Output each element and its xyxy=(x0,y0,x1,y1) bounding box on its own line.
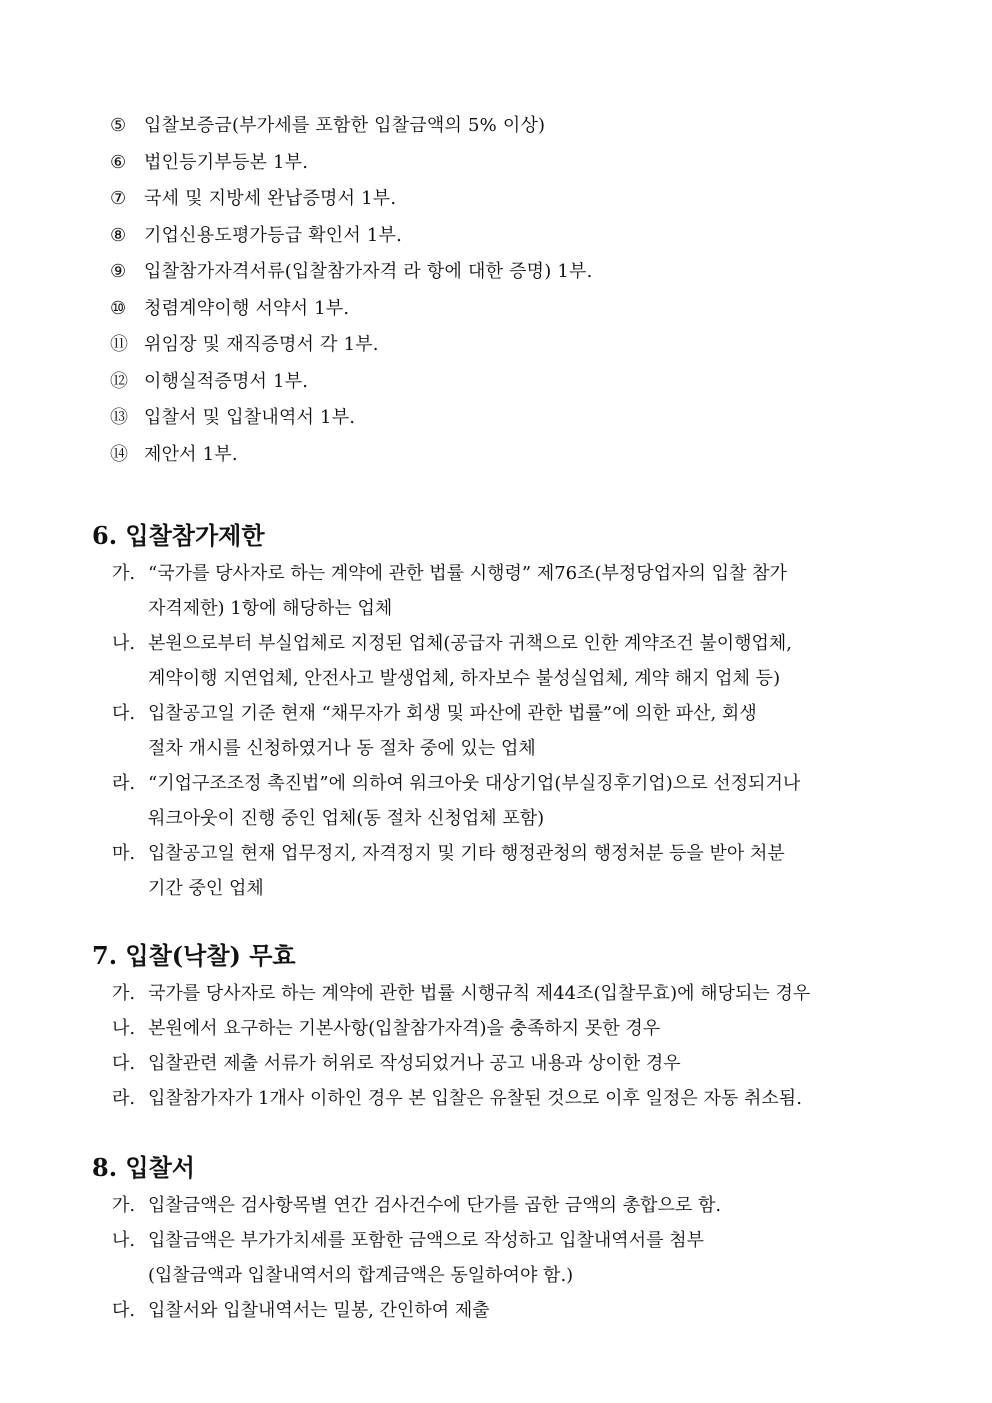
item-marker: ⑦ xyxy=(110,188,127,209)
list-item xyxy=(110,145,593,182)
item-text: 국가를 당사자로 하는 계약에 관한 법률 시행규칙 제44조(입찰무효)에 해당되는 경우 xyxy=(148,983,811,1004)
item-marker: ⑭ xyxy=(110,443,129,465)
item-marker: 가. xyxy=(112,1195,136,1216)
list-item xyxy=(92,696,922,766)
item-marker: ⑧ xyxy=(110,224,127,246)
item-marker: 라. xyxy=(112,1088,136,1109)
item-text-continued: 절차 개시를 신청하였거나 동 절차 중에 있는 업체 xyxy=(148,738,536,759)
item-marker: 라. xyxy=(112,773,136,794)
list-item xyxy=(92,1046,922,1081)
item-marker: 가. xyxy=(112,563,136,584)
section-bid-participation-restriction xyxy=(92,516,922,906)
list-item xyxy=(92,976,922,1011)
item-text-continued: 자격제한) 1항에 해당하는 업체 xyxy=(148,598,393,619)
item-text: “국가를 당사자로 하는 계약에 관한 법률 시행령” 제76조(부정당업자의 입찰 참가 xyxy=(148,563,787,584)
item-marker: 나. xyxy=(112,1018,136,1039)
list-item xyxy=(110,364,593,401)
list-item xyxy=(92,1188,922,1223)
item-marker: ⑩ xyxy=(110,297,127,319)
item-text: “기업구조조정 촉진법”에 의하여 워크아웃 대상기업(부실징후기업)으로 선정되거나 xyxy=(148,773,801,794)
list-item xyxy=(110,181,593,218)
item-text: 제안서 1부. xyxy=(144,443,238,465)
item-marker: 나. xyxy=(112,1230,136,1251)
item-marker: ⑤ xyxy=(110,115,127,136)
item-marker: 다. xyxy=(112,703,136,724)
item-text: 입찰금액은 검사항목별 연간 검사건수에 단가를 곱한 금액의 총합으로 함. xyxy=(148,1195,722,1216)
item-text: 법인등기부등본 1부. xyxy=(144,151,309,173)
item-text-continued: (입찰금액과 입찰내역서의 합계금액은 동일하여야 함.) xyxy=(148,1265,574,1286)
list-item xyxy=(110,218,593,255)
item-text-continued: 계약이행 지연업체, 안전사고 발생업체, 하자보수 불성실업체, 계약 해지 업체 등) xyxy=(148,668,781,689)
section-title: 8. 입찰서 xyxy=(92,1153,195,1182)
item-text: 입찰서 및 입찰내역서 1부. xyxy=(144,407,356,428)
list-item xyxy=(92,766,922,836)
section-bid-form xyxy=(92,1148,922,1328)
item-text: 국세 및 지방세 완납증명서 1부. xyxy=(144,188,397,209)
item-text-continued: 워크아웃이 진행 중인 업체(동 절차 신청업체 포함) xyxy=(148,808,545,829)
list-item xyxy=(110,291,593,328)
item-marker: ⑬ xyxy=(110,407,129,428)
list-item xyxy=(92,1011,922,1046)
required-documents-list xyxy=(110,108,593,473)
section-title: 7. 입찰(낙찰) 무효 xyxy=(92,941,296,970)
item-text: 기업신용도평가등급 확인서 1부. xyxy=(144,224,403,246)
list-item xyxy=(92,836,922,906)
list-item xyxy=(110,400,593,437)
list-item xyxy=(110,254,593,291)
item-text: 본원에서 요구하는 기본사항(입찰참가자격)을 충족하지 못한 경우 xyxy=(148,1018,661,1039)
list-item xyxy=(92,1293,922,1328)
list-item xyxy=(110,108,593,145)
list-item xyxy=(92,626,922,696)
item-marker: 나. xyxy=(112,633,136,654)
item-text: 입찰참가자가 1개사 이하인 경우 본 입찰은 유찰된 것으로 이후 일정은 자동 취소됨. xyxy=(148,1088,802,1109)
section-title: 6. 입찰참가제한 xyxy=(92,521,265,550)
item-text: 청렴계약이행 서약서 1부. xyxy=(144,297,350,319)
item-text: 입찰서와 입찰내역서는 밀봉, 간인하여 제출 xyxy=(148,1300,490,1321)
item-text: 위임장 및 재직증명서 각 1부. xyxy=(144,334,379,355)
item-text: 입찰금액은 부가가치세를 포함한 금액으로 작성하고 입찰내역서를 첨부 xyxy=(148,1230,704,1251)
item-marker: ⑪ xyxy=(110,334,129,355)
item-marker: 가. xyxy=(112,983,136,1004)
item-text-continued: 기간 중인 업체 xyxy=(148,878,264,899)
item-marker: ⑥ xyxy=(110,151,127,173)
section-bid-invalidation xyxy=(92,936,922,1116)
item-marker: 다. xyxy=(112,1300,136,1321)
item-text: 입찰관련 제출 서류가 허위로 작성되었거나 공고 내용과 상이한 경우 xyxy=(148,1053,681,1074)
item-marker: ⑨ xyxy=(110,261,127,282)
list-item xyxy=(92,556,922,626)
item-text: 이행실적증명서 1부. xyxy=(144,370,309,392)
list-item xyxy=(92,1223,922,1293)
item-text: 본원으로부터 부실업체로 지정된 업체(공급자 귀책으로 인한 계약조건 불이행업체, xyxy=(148,633,792,654)
item-text: 입찰공고일 현재 업무정지, 자격정지 및 기타 행정관청의 행정처분 등을 받아 처분 xyxy=(148,843,785,864)
list-item xyxy=(110,327,593,364)
item-marker: ⑫ xyxy=(110,370,129,392)
item-marker: 다. xyxy=(112,1053,136,1074)
list-item xyxy=(92,1081,922,1116)
list-item xyxy=(110,437,593,474)
item-text: 입찰공고일 기준 현재 “채무자가 회생 및 파산에 관한 법률”에 의한 파산, 회생 xyxy=(148,703,757,724)
item-text: 입찰보증금(부가세를 포함한 입찰금액의 5% 이상) xyxy=(144,115,546,136)
item-text: 입찰참가자격서류(입찰참가자격 라 항에 대한 증명) 1부. xyxy=(144,261,593,282)
item-marker: 마. xyxy=(112,843,136,864)
